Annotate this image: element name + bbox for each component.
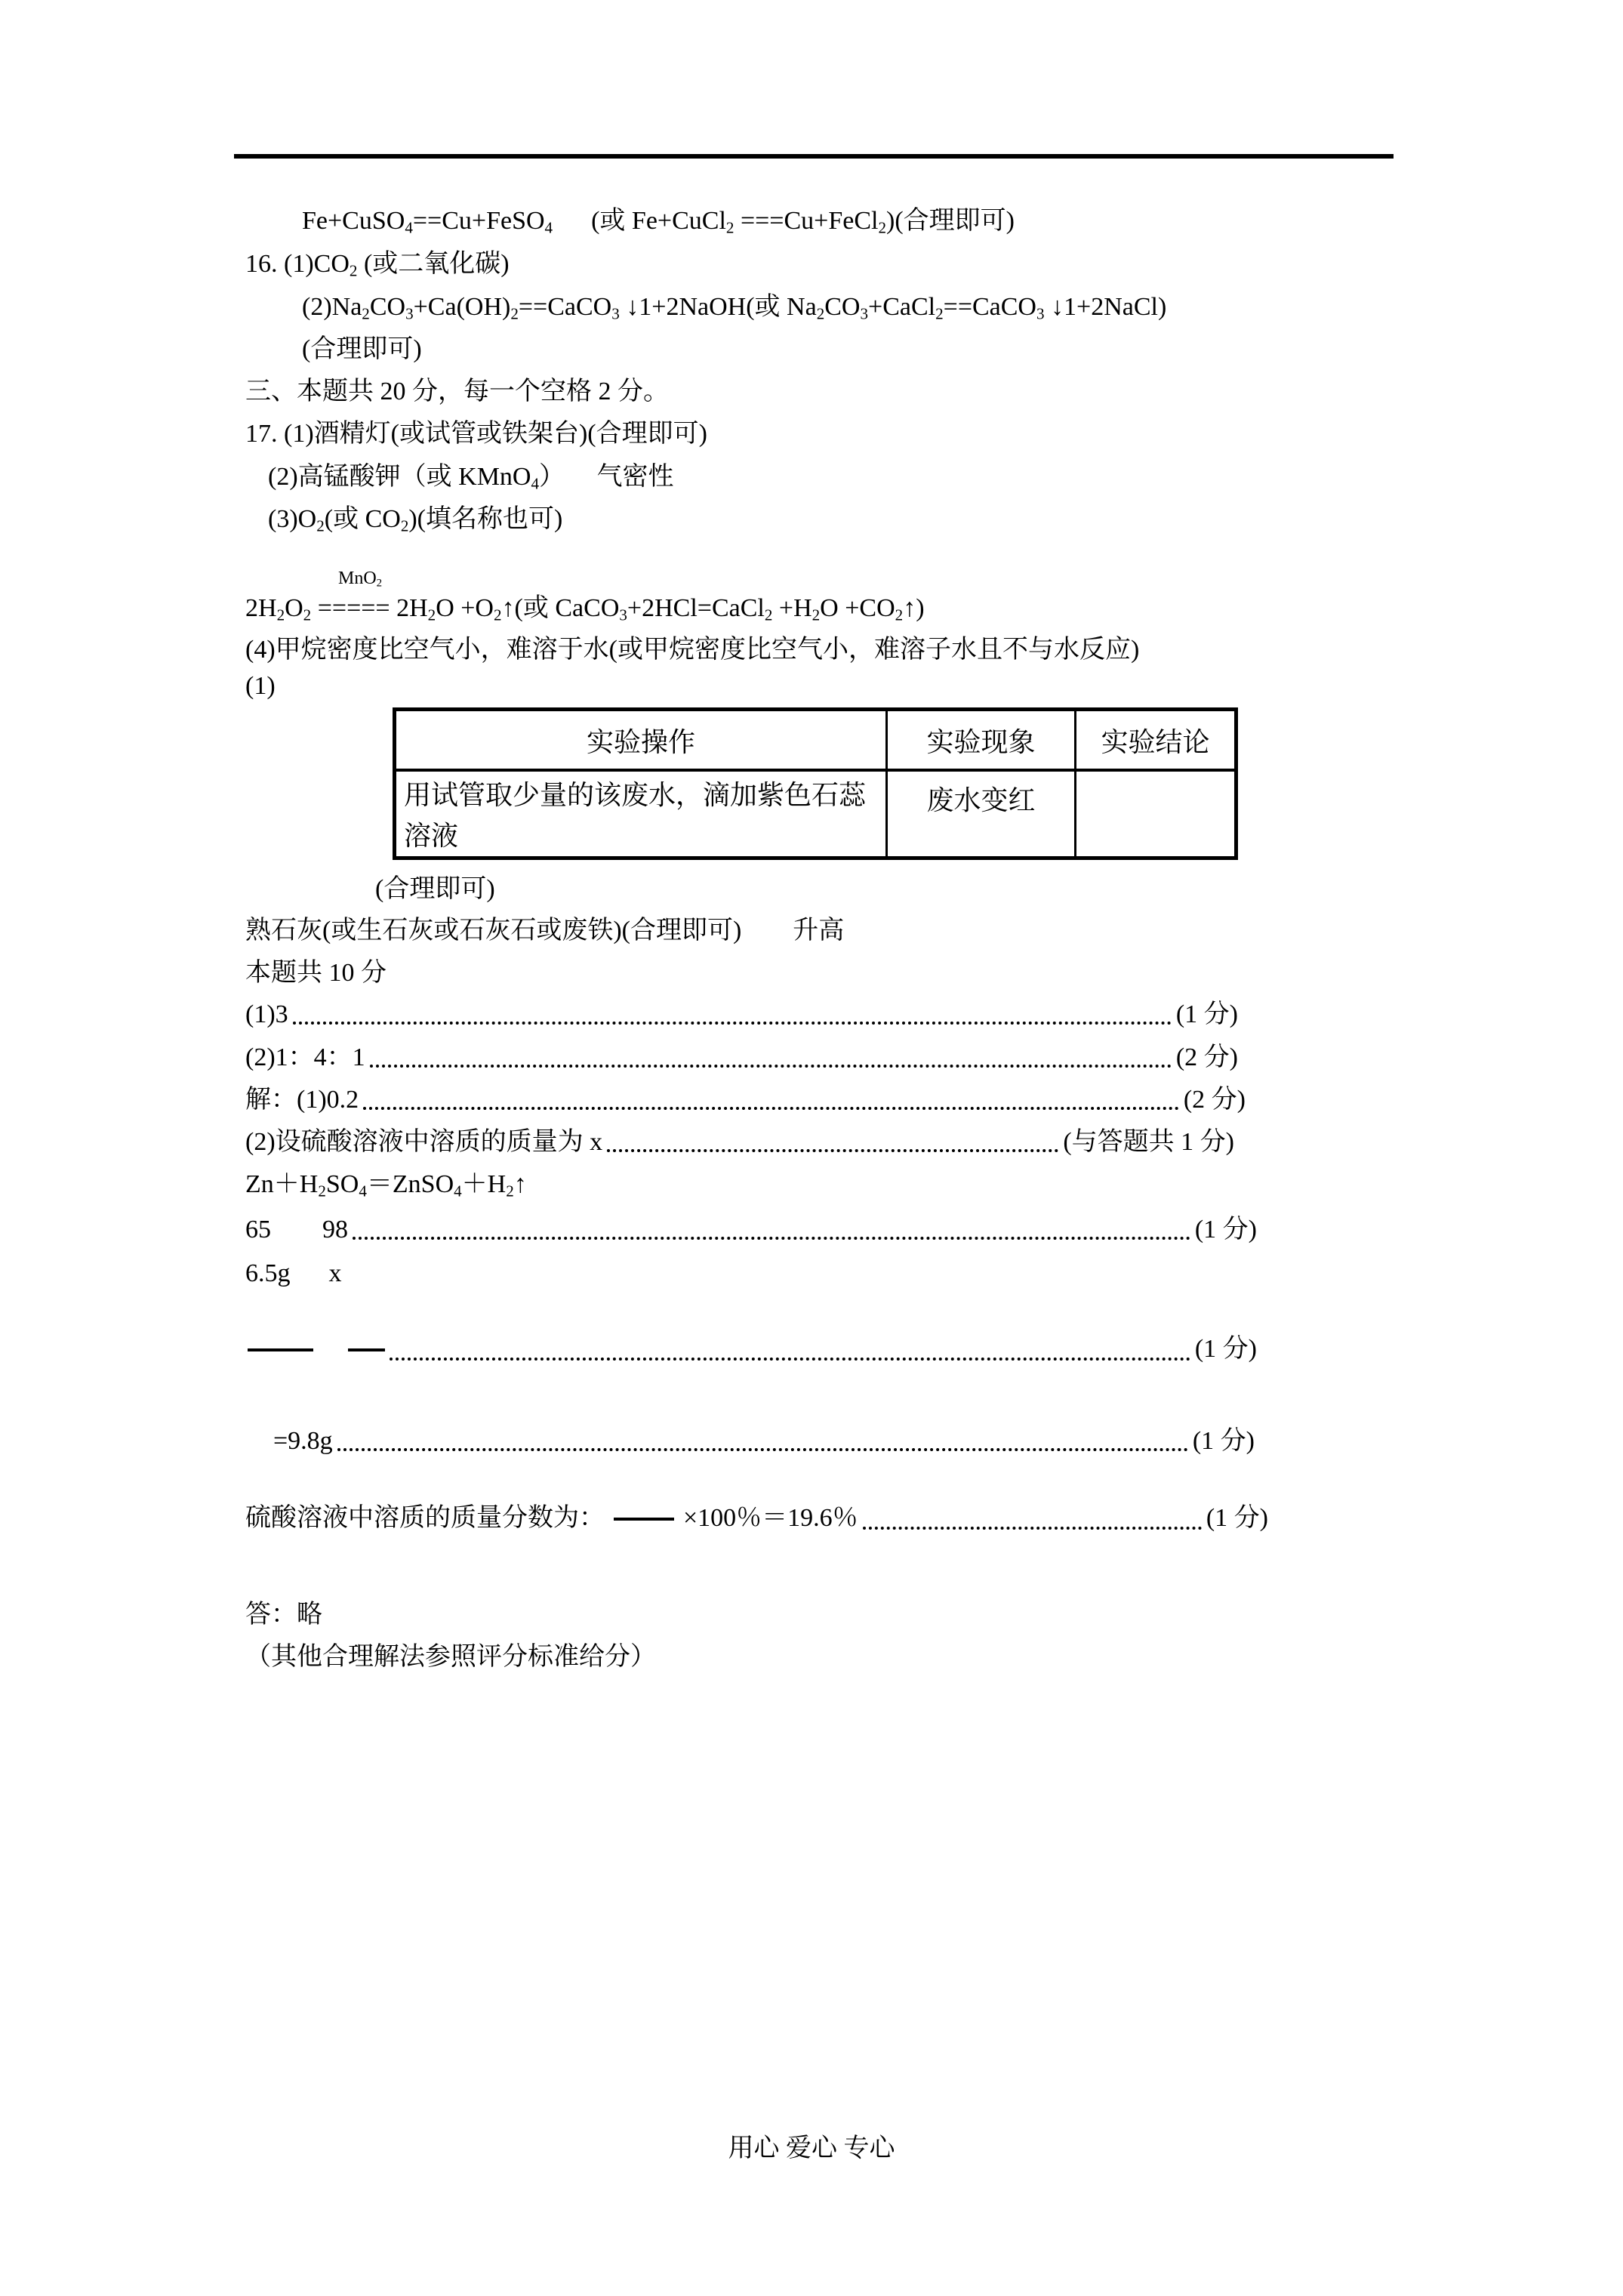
subscript-text: 2 — [494, 606, 502, 624]
ratio-65-98: 65 98 — [245, 1216, 348, 1244]
dot-leader — [293, 1022, 1172, 1025]
subscript-text: 2 — [506, 1182, 514, 1200]
table-cell-operation: 用试管取少量的该废水，滴加紫色石蕊溶液 — [396, 772, 888, 856]
text-segment: ＝ZnSO — [366, 1170, 454, 1198]
text-segment: (2)Na — [302, 293, 362, 321]
text-segment: ↑) — [903, 594, 925, 622]
line-shushihui: 熟石灰(或生石灰或石灰石或废铁)(合理即可) 升高 — [245, 917, 845, 945]
line-dotted-4 — [245, 1125, 1234, 1160]
text-segment: )(合理即可) — [886, 207, 1015, 235]
subscript-text: 3 — [1036, 304, 1045, 323]
text-segment: ↑ — [513, 1170, 527, 1198]
table-header-conclusion: 实验结论 — [1076, 711, 1234, 772]
text-segment: ===== 2H — [311, 594, 428, 622]
text-segment: 2H — [245, 594, 277, 622]
subscript-text: 4 — [359, 1182, 367, 1200]
subscript-text: 2 — [276, 606, 285, 624]
mass-percent-prefix: 硫酸溶液中溶质的质量分数为： — [245, 1504, 605, 1532]
score-5: (1 分) — [1194, 1216, 1257, 1244]
score-4: (与答题共 1 分) — [1063, 1128, 1234, 1156]
fraction-bar-percent — [614, 1518, 674, 1521]
line-grading-note: （其他合理解法参照评分标准给分） — [245, 1643, 656, 1671]
line-dotted-1 — [245, 997, 1238, 1032]
score-6: (1 分) — [1194, 1335, 1257, 1363]
text-segment: (2)高锰酸钾（或 KMnO — [268, 463, 531, 491]
line-q17-answer-3 — [268, 502, 562, 543]
dot-leader — [353, 1237, 1190, 1240]
text-segment: ↓1+2NaCl) — [1044, 293, 1167, 321]
text-segment: ==CaCO — [518, 293, 612, 321]
experiment-table — [393, 707, 1238, 860]
dot-leader — [337, 1448, 1188, 1451]
subscript-text: 2 — [376, 577, 383, 590]
line-q17-answer-2 — [268, 460, 674, 501]
text-segment: 16. (1)CO — [245, 250, 350, 278]
text-segment: ＋H — [461, 1170, 507, 1198]
subscript-text: 2 — [510, 304, 519, 323]
dot-leader — [363, 1107, 1179, 1110]
subscript-text: 2 — [725, 218, 735, 237]
subscript-text: 2 — [764, 606, 773, 624]
dot-leader — [863, 1527, 1202, 1530]
line-heli-1: (合理即可) — [302, 335, 422, 363]
text-segment: CO — [824, 293, 861, 321]
text-segment: O +CO — [820, 594, 895, 622]
text-segment: ===Cu+FeCl — [734, 207, 879, 235]
header-rule — [234, 154, 1394, 159]
subscript-text: 2 — [318, 1182, 326, 1200]
text-segment: ） 气密性 — [539, 463, 674, 491]
line-q16-answer-2 — [302, 290, 1166, 331]
dotted-4-prefix: (2)设硫酸溶液中溶质的质量为 x — [245, 1128, 603, 1156]
text-segment: ↓1+2NaOH(或 Na — [619, 293, 817, 321]
text-segment: (3)O — [268, 505, 317, 533]
score-2: (2 分) — [1175, 1043, 1238, 1071]
value-9-8g: =9.8g — [273, 1427, 333, 1455]
page-footer-motto: 用心 爱心 专心 — [728, 2134, 895, 2162]
dot-leader — [607, 1149, 1058, 1152]
line-eq-9-8g — [273, 1424, 1255, 1459]
text-segment: +2HCl=CaCl — [627, 594, 765, 622]
subscript-text: 2 — [935, 304, 944, 323]
subscript-text: 2 — [400, 516, 409, 535]
text-segment: CO — [369, 293, 406, 321]
subscript-text: 4 — [531, 474, 540, 493]
subscript-text: 4 — [544, 218, 553, 237]
text-segment: O — [285, 594, 303, 622]
table-cell-conclusion — [1076, 772, 1234, 856]
line-fraction-bars — [245, 1332, 1257, 1368]
subscript-text: 2 — [427, 606, 436, 624]
subscript-text: 2 — [895, 606, 904, 624]
table-cell-phenomenon: 废水变红 — [888, 772, 1076, 856]
subscript-text: 2 — [878, 218, 887, 237]
line-q17-answer-1: 17. (1)酒精灯(或试管或铁架台)(合理即可) — [245, 420, 707, 448]
line-heli-2: (合理即可) — [375, 875, 495, 903]
subscript-text: 2 — [812, 606, 821, 624]
line-6-5g-x: 6.5g x — [245, 1259, 342, 1287]
line-section3-heading: 三、本题共 20 分，每一个空格 2 分。 — [245, 378, 669, 405]
subscript-text: 4 — [405, 218, 413, 237]
text-segment: +Ca(OH) — [413, 293, 511, 321]
subscript-text: 3 — [611, 304, 620, 323]
text-segment: MnO — [338, 569, 377, 588]
label-mno2-catalyst — [338, 568, 382, 594]
score-3: (2 分) — [1183, 1086, 1246, 1114]
score-1: (1 分) — [1175, 1000, 1238, 1028]
text-segment: (或二氧化碳) — [357, 250, 510, 278]
score-7: (1 分) — [1192, 1427, 1255, 1455]
line-eq-fe-cuso4 — [302, 204, 1015, 245]
text-segment: )(填名称也可) — [408, 505, 563, 533]
line-answer-omitted: 答：略 — [245, 1601, 322, 1629]
text-segment: ↑(或 CaCO — [501, 594, 620, 622]
subscript-text: 3 — [619, 606, 627, 624]
subscript-text: 2 — [316, 516, 325, 535]
fraction-bar-left — [248, 1348, 313, 1351]
subscript-text: 3 — [405, 304, 414, 323]
text-segment: ==Cu+FeSO — [412, 207, 545, 235]
subscript-text: 2 — [362, 304, 370, 323]
dotted-1-prefix: (1)3 — [245, 1000, 288, 1028]
subscript-text: 2 — [303, 606, 312, 624]
text-segment: (或 CO — [324, 505, 401, 533]
line-ratio-65-98 — [245, 1213, 1257, 1247]
dotted-3-prefix: 解：(1)0.2 — [245, 1086, 359, 1114]
line-eq-h2o2 — [245, 591, 925, 632]
subscript-text: 4 — [454, 1182, 462, 1200]
text-segment: O +O — [436, 594, 494, 622]
line-q16-answer-1 — [245, 247, 510, 288]
dot-leader — [370, 1065, 1172, 1068]
line-eq-zn-h2so4 — [245, 1167, 527, 1208]
line-dotted-2 — [245, 1040, 1238, 1075]
table-header-operation: 实验操作 — [396, 711, 888, 772]
text-segment: +CaCl — [868, 293, 936, 321]
text-segment: SO — [325, 1170, 359, 1198]
subscript-text: 2 — [816, 304, 825, 323]
subscript-text: 3 — [860, 304, 869, 323]
line-benti-10: 本题共 10 分 — [245, 959, 387, 987]
text-segment: (或 Fe+CuCl — [553, 207, 726, 235]
line-mass-percent — [245, 1501, 1268, 1537]
dot-leader — [390, 1358, 1190, 1361]
line-dotted-3 — [245, 1083, 1246, 1117]
text-segment: +H — [772, 594, 812, 622]
text-segment: Zn＋H — [245, 1170, 319, 1198]
table-header-phenomenon: 实验现象 — [888, 711, 1076, 772]
mass-percent-result: ×100％＝19.6％ — [683, 1504, 858, 1532]
line-item-1-label: (1) — [245, 672, 276, 700]
fraction-bar-right — [348, 1348, 385, 1351]
subscript-text: 2 — [349, 261, 358, 280]
line-q17-answer-4: (4)甲烷密度比空气小，难溶于水(或甲烷密度比空气小，难溶子水且不与水反应) — [245, 636, 1140, 664]
text-segment: Fe+CuSO — [302, 207, 405, 235]
text-segment: ==CaCO — [943, 293, 1036, 321]
score-8: (1 分) — [1206, 1504, 1268, 1532]
dotted-2-prefix: (2)1：4：1 — [245, 1043, 365, 1071]
